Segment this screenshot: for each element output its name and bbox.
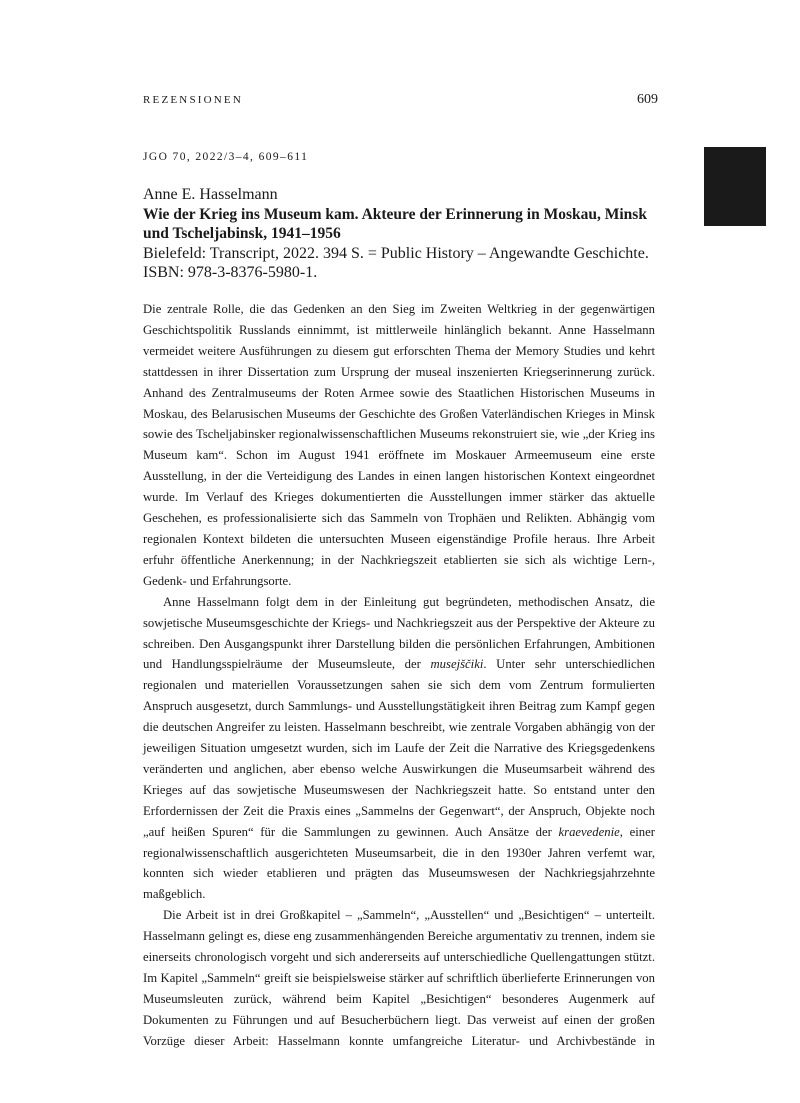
journal-reference: JGO 70, 2022/3–4, 609–611 <box>143 151 309 163</box>
paragraph-2 <box>143 592 655 906</box>
review-body <box>143 299 655 1052</box>
page-number: 609 <box>637 92 658 107</box>
running-head: REZENSIONEN <box>143 94 243 106</box>
paragraph-1: Die zentrale Rolle, die das Gedenken an den Sieg im Zweiten Weltkrieg in der gegenwärtigen Geschichtspolitik Russlands einnimmt, ist mittlerweile hinlänglich bekannt. Anne Hasselmann vermeidet weitere Ausführungen zu diesem gut erforschten Thema der Memory Studies und kehrt stattdessen in ihrer Dissertation zum Ursprung der museal inszenierten Kriegserinnerung zurück. Anhand des Zentralmuseums der Roten Armee sowie des Staatlichen Historischen Museums in Moskau, des Belarusischen Museums der Geschichte des Großen Vaterländischen Krieges in Minsk sowie des Tscheljabinsker regionalwissenschaftlichen Museums rekonstruiert sie, wie „der Krieg ins Museum kam“. Schon im August 1941 eröffnete im Moskauer Armeemuseum eine erste Ausstellung, in der die Verteidigung des Landes in einen langen historischen Kontext eingeordnet wurde. Im Verlauf des Krieges dokumentierten die Ausstellungen immer stärker das aktuelle Geschehen, es professionalisierte sich das Sammeln von Trophäen und Relikten. Abhängig vom regionalen Kontext bildeten die untersuchten Museen eigenständige Profile heraus. Ihre Arbeit erfuhr öffentliche Anerkennung; in der Nachkriegszeit etablierten sie sich als wichtige Lern-, Gedenk- und Erfahrungsorte. <box>143 302 655 588</box>
paragraph-3: Die Arbeit ist in drei Großkapitel – „Sammeln“, „Ausstellen“ und „Besichtigen“ – unterteilt. Hasselmann gelingt es, diese eng zusammenhängenden Bereiche argumentativ zu trennen, indem sie einerseits chronologisch vorgeht und sich andererseits auf unterschiedliche Quellengattungen stützt. Im Kapitel „Sammeln“ greift sie beispielsweise stärker auf schriftlich überlieferte Erinnerungen von Museumsleuten zurück, während beim Kapitel „Besichtigen“ besonderes Augenmerk auf Dokumenten zu Führungen und auf Besucherbüchern liegt. Das verweist auf einen der großen Vorzüge dieser Arbeit: Hasselmann konnte umfangreiche Literatur- und Archivbestände in <box>143 908 655 1048</box>
paragraph-2-text-b: . Unter sehr unterschiedlichen regionalen und materiellen Voraussetzungen sahen sie sich dem vom Zentrum formulierten Anspruch ausgesetzt, durch Sammlungs- und Ausstellungstätigkeit ihren Beitrag zum Kampf gegen die deutschen Angreifer zu leisten. Hasselmann beschreibt, wie zentrale Vorgaben abhängig von der jeweiligen Situation umgesetzt wurden, sich im Laufe der Zeit die Narrative des Kriegsgedenkens veränderten und anglichen, aber ebenso welche Auswirkungen die Museumsarbeit während des Krieges auf das sowjetische Museumswesen der Nachkriegszeit hatte. So entstand unter den Erfordernissen der Zeit die Praxis eines „Sammelns der Gegenwart“, der Anspruch, Objekte noch „auf heißen Spuren“ für die Sammlungen zu gewinnen. Auch Ansätze der <box>143 657 655 839</box>
term-kraevedenie: kraevedenie <box>558 824 620 839</box>
section-thumb-tab <box>704 147 766 226</box>
book-citation <box>143 185 663 283</box>
paragraph-2-text-c: , einer regionalwissenschaftlich ausgerichteten Museumsarbeit, die in den 1930er Jahren verfemt war, konnten sich wieder etablieren und prägten das Museumswesen der Nachkriegsjahrzehnte maßgeblich. <box>143 824 655 902</box>
paragraph-2-text-a: Anne Hasselmann folgt dem in der Einleitung gut begründeten, methodischen Ansatz, die sowjetische Museumsgeschichte der Kriegs- und Nachkriegszeit aus der Perspektive der Akteure zu schreiben. Den Ausgangspunkt ihrer Darstellung bilden die persönlichen Erfahrungen, Ambitionen und Handlungsspielräume der Museumsleute, der <box>143 594 655 672</box>
book-title: Wie der Krieg ins Museum kam. Akteure der Erinnerung in Moskau, Minsk und Tscheljabinsk, 1941–1956 <box>143 205 647 242</box>
book-isbn: ISBN: 978-3-8376-5980-1. <box>143 264 318 281</box>
book-publication: Bielefeld: Transcript, 2022. 394 S. = Public History – Angewandte Geschichte. <box>143 244 649 262</box>
term-musejsciki: musejščiki <box>430 657 484 672</box>
book-author: Anne E. Hasselmann <box>143 186 278 203</box>
